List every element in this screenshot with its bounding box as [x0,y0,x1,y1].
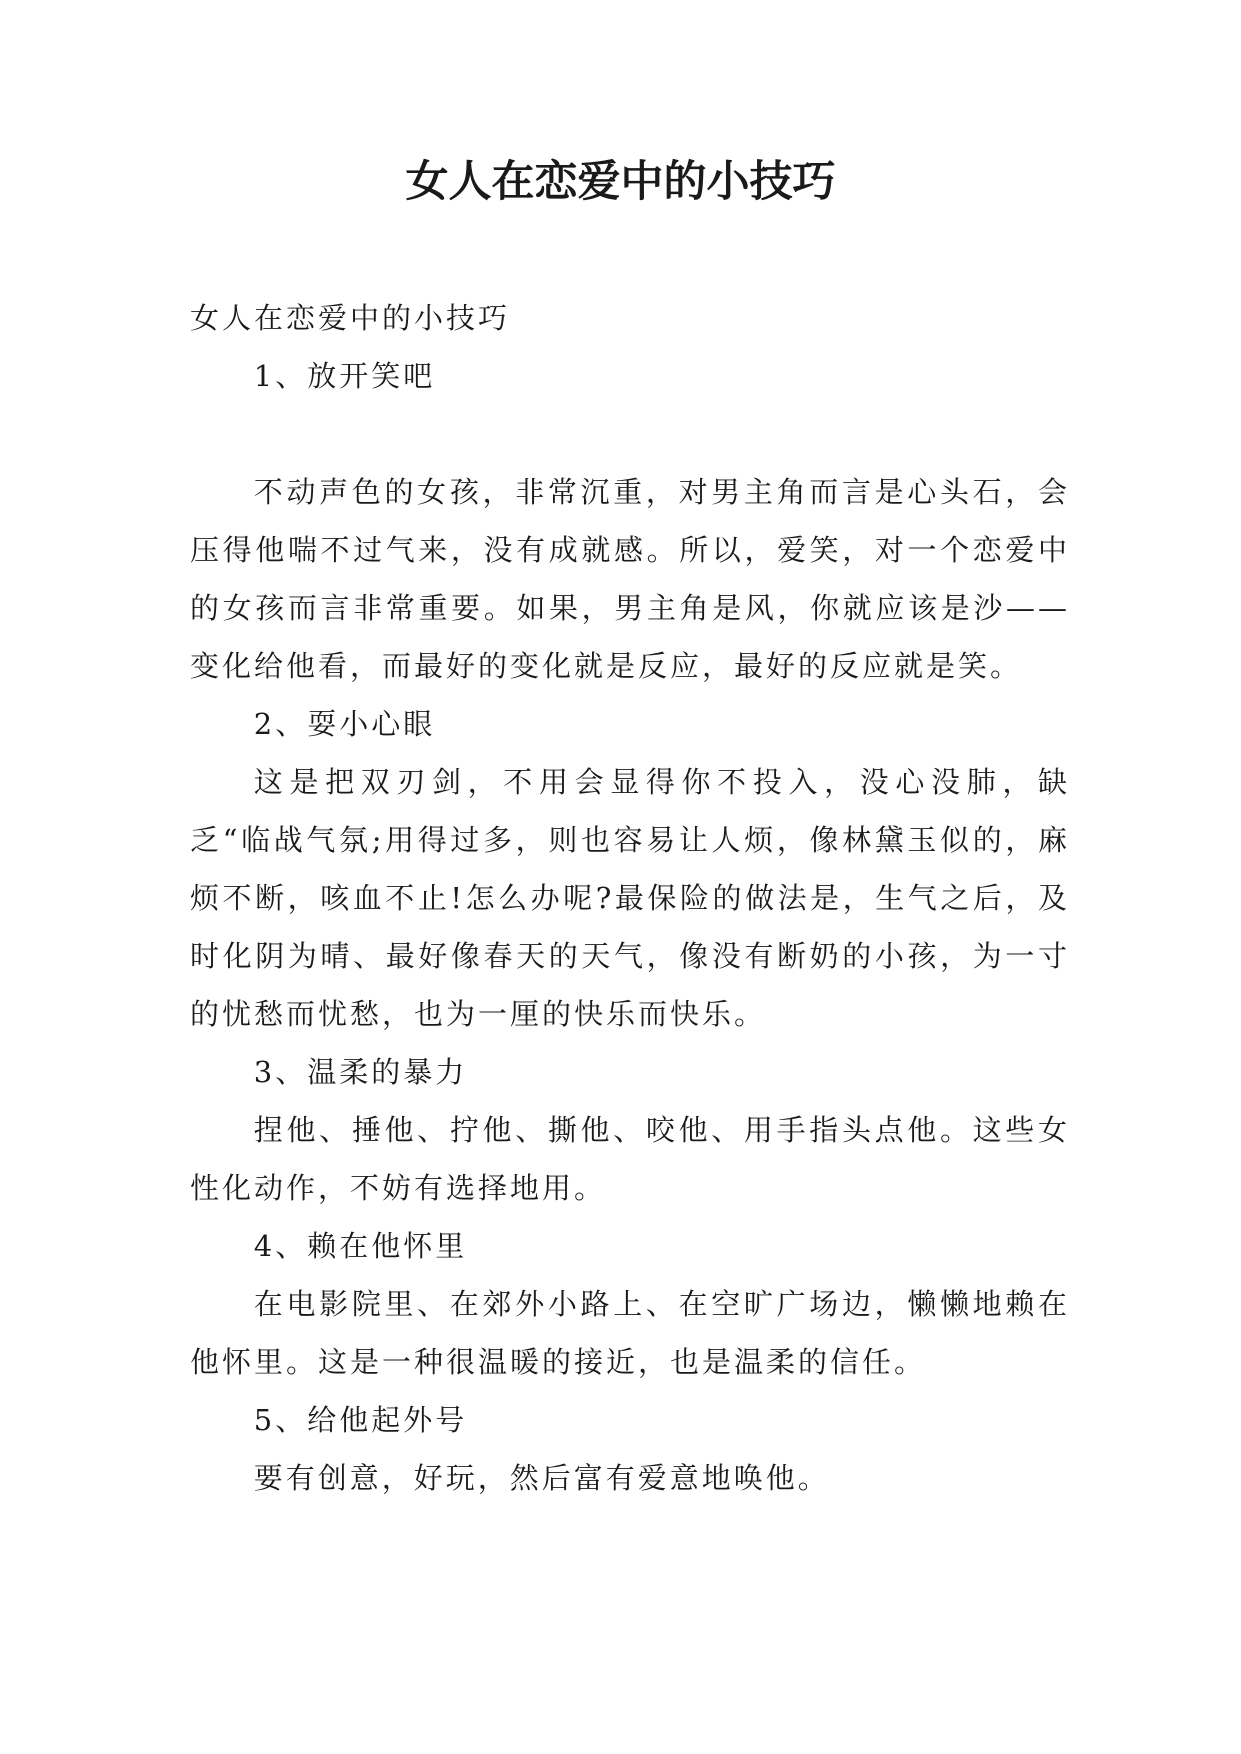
section-heading-1: 1、放开笑吧 [253,359,436,393]
blank-line [190,405,1070,463]
section-body-3: 捏他、捶他、拧他、撕他、咬他、用手指头点他。这些女性化动作，不妨有选择地用。 [190,1113,1070,1205]
intro-title: 女人在恋爱中的小技巧 [190,301,511,335]
section-body-5: 要有创意，好玩，然后富有爱意地唤他。 [253,1461,830,1495]
section-heading-4: 4、赖在他怀里 [253,1229,468,1263]
section-heading-3: 3、温柔的暴力 [253,1055,468,1089]
section-body-4: 在电影院里、在郊外小路上、在空旷广场边，懒懒地赖在他怀里。这是一种很温暖的接近，也是温柔的信任。 [190,1287,1070,1379]
section-body-2: 这是把双刃剑，不用会显得你不投入，没心没肺，缺乏“临战气氛;用得过多，则也容易让人烦，像林黛玉似的，麻烦不断，咳血不止!怎么办呢?最保险的做法是，生气之后，及时化阴为晴、最好像春天的天气，像没有断奶的小孩，为一寸的忧愁而忧愁，也为一厘的快乐而快乐。 [190,765,1070,1031]
section-body-1: 不动声色的女孩，非常沉重，对男主角而言是心头石，会压得他喘不过气来，没有成就感。所以，爱笑，对一个恋爱中的女孩而言非常重要。如果，男主角是风，你就应该是沙——变化给他看，而最好的变化就是反应，最好的反应就是笑。 [190,475,1070,683]
document-title: 女人在恋爱中的小技巧 [405,157,836,207]
section-heading-5: 5、给他起外号 [253,1403,468,1437]
document-body [190,289,1070,1507]
section-heading-2: 2、耍小心眼 [253,707,436,741]
